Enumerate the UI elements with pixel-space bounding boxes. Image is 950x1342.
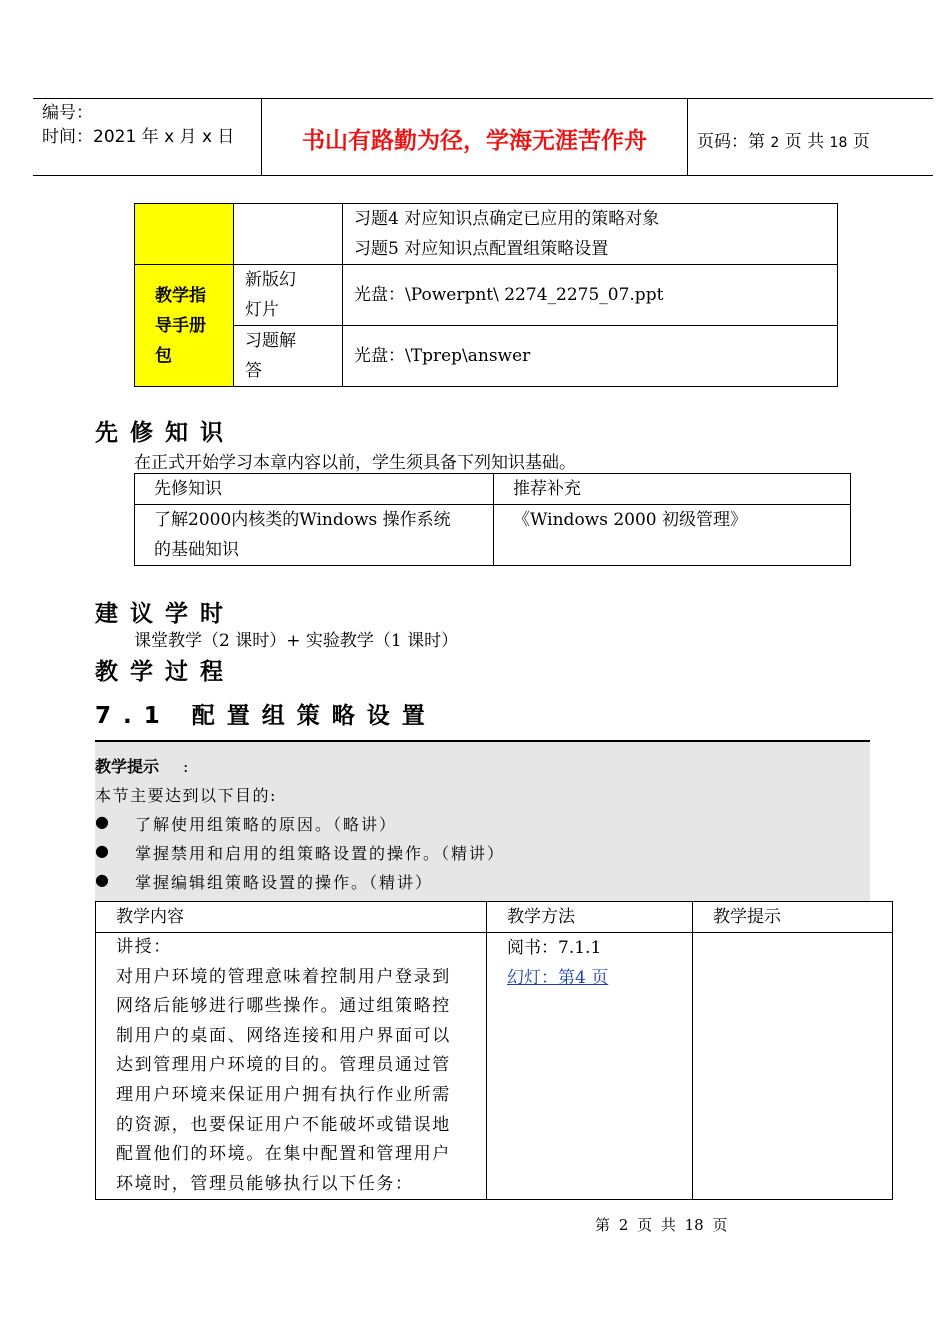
teaching-method-cell (487, 933, 693, 1200)
content-line: 理用户环境来保证用户拥有执行作业所需 (116, 1084, 451, 1105)
answers-label-line: 习题解 (245, 331, 296, 351)
content-line: 环境时，管理员能够执行以下任务： (116, 1173, 414, 1194)
header-motto: 书山有路勤为径，学海无涯苦作舟 (302, 128, 647, 154)
tips-col-header: 教学提示 (693, 902, 893, 933)
answers-path: 光盘：\Tprep\answer (343, 326, 838, 387)
tips-intro: 本节主要达到以下目的: (95, 786, 277, 805)
header-top-rule (33, 98, 933, 99)
slides-label (234, 265, 343, 326)
content-line: 网络后能够进行哪些操作。通过组策略控 (116, 996, 451, 1017)
tips-bullet: 了解使用组策略的原因。（略讲） (135, 815, 398, 834)
header-meta (42, 101, 234, 149)
prereq-heading: 先修知识 (95, 420, 235, 446)
document-time-label: 时间：2021 年 x 月 x 日 (42, 127, 235, 147)
page-footer: 第 2 页 共 18 页 (595, 1216, 728, 1234)
resource-table (134, 203, 838, 387)
guide-label-line: 导手册 (155, 315, 206, 336)
teaching-tips-cell (693, 933, 893, 1200)
answers-label (234, 326, 343, 387)
hours-text: 课堂教学（2 课时）+ 实验教学（1 课时） (134, 631, 459, 651)
document-number-label: 编号： (42, 103, 93, 123)
content-line: 制用户的桌面、网络连接和用户界面可以 (116, 1025, 451, 1046)
guide-label-line: 包 (155, 345, 172, 366)
prereq-line: 了解2000内核类的Windows 操作系统 (154, 510, 451, 530)
header-bottom-rule (33, 175, 933, 176)
slides-label-line: 新版幻 (245, 270, 296, 290)
empty-cell (234, 204, 343, 265)
teaching-content-cell (96, 933, 487, 1200)
content-line: 达到管理用户环境的目的。管理员通过管 (116, 1055, 451, 1076)
tips-bullet: 掌握禁用和启用的组策略设置的操作。（精讲） (135, 844, 506, 863)
page-mid: 页 共 (779, 132, 830, 152)
tips-title-colon: : (183, 757, 189, 776)
page-total: 18 (829, 135, 848, 151)
prereq-intro: 在正式开始学习本章内容以前，学生须具备下列知识基础。 (134, 453, 576, 473)
page-suffix: 页 (847, 132, 870, 152)
teaching-table (95, 901, 893, 1200)
header-page-info (697, 127, 870, 152)
bullet-icon: ● (95, 812, 109, 831)
content-line: 对用户环境的管理意味着控制用户登录到 (116, 966, 451, 987)
method-col-header: 教学方法 (487, 902, 693, 933)
section-heading: 7.1 配置组策略设置 (95, 703, 437, 729)
process-heading: 教学过程 (95, 659, 235, 685)
content-col-header: 教学内容 (96, 902, 487, 933)
answers-label-line: 答 (245, 361, 262, 381)
exercise-line: 习题5 对应知识点配置组策略设置 (354, 239, 609, 259)
content-line: 的资源，也要保证用户不能破坏或错误地 (116, 1114, 451, 1135)
tips-bullet: 掌握编辑组策略设置的操作。（精讲） (135, 873, 434, 892)
content-line: 讲授： (116, 937, 172, 957)
supplement-col-header: 推荐补充 (494, 474, 851, 505)
prereq-cell (135, 505, 494, 566)
method-read: 阅书：7.1.1 (507, 938, 602, 958)
exercise-cell (343, 204, 838, 265)
content-line: 配置他们的环境。在集中配置和管理用户 (116, 1144, 451, 1165)
yellow-cell-top (135, 204, 234, 265)
bullet-icon: ● (95, 841, 109, 860)
prereq-line: 的基础知识 (154, 540, 239, 560)
prereq-table (134, 473, 851, 566)
teaching-tips-box (95, 740, 870, 902)
slides-label-line: 灯片 (245, 300, 279, 320)
tips-title (95, 754, 188, 777)
hours-heading: 建议学时 (95, 601, 235, 627)
guide-label-line: 教学指 (155, 285, 206, 306)
guide-package-label (135, 265, 234, 387)
exercise-line: 习题4 对应知识点确定已应用的策略对象 (354, 209, 660, 229)
slides-path: 光盘：\Powerpnt\ 2274_2275_07.ppt (343, 265, 838, 326)
header-divider-right (687, 98, 688, 175)
page-prefix: 页码：第 (697, 132, 771, 152)
prereq-col-header: 先修知识 (135, 474, 494, 505)
tips-title-text: 教学提示 (95, 757, 160, 776)
supplement-cell: 《Windows 2000 初级管理》 (494, 505, 851, 566)
bullet-icon: ● (95, 870, 109, 889)
slide-link[interactable]: 幻灯：第4 页 (507, 968, 609, 988)
page-number: 2 (770, 135, 780, 151)
